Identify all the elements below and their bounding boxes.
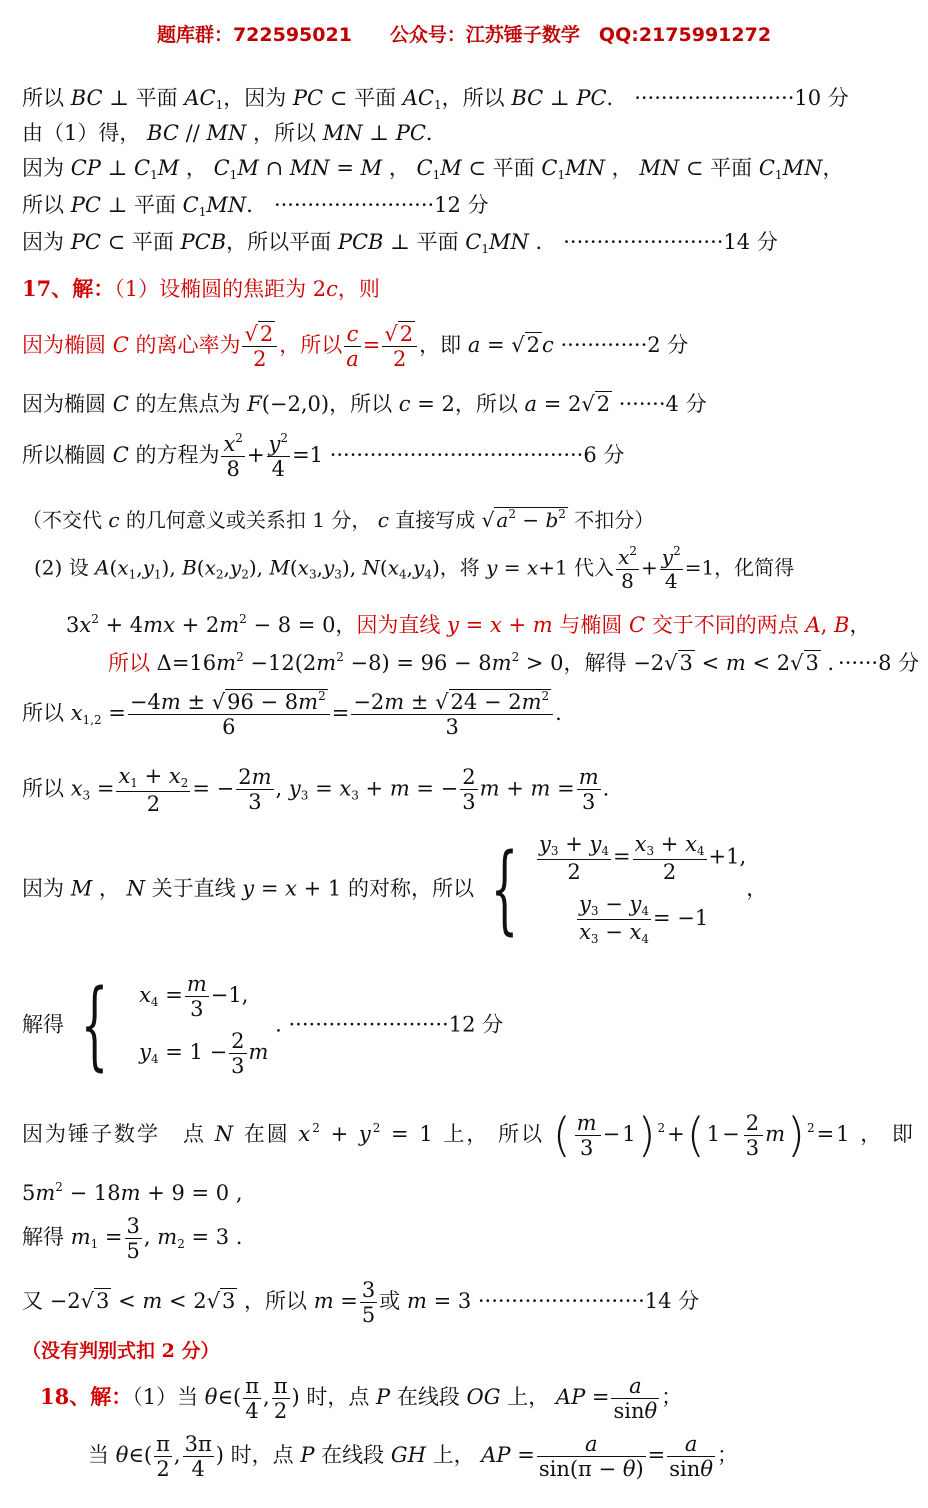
q17-heading: 17、解：（1）设椭圆的焦距为 2c，则: [22, 276, 380, 301]
line-18: 因为锤子数学 点 N 在圆 $x^2 + y^2 = 1$ 上， 所以 ( $\frac{m}{3}$ −1)$^2$+(1− $\frac{2}{3}$ m)$^2$=1 ， 即: [22, 1108, 915, 1162]
line-9: 所以椭圆 C 的方程为 $\frac{x^2}{8}$ + $\frac{y^2}{4}$ =1 ······································6 分: [22, 431, 625, 482]
q18-heading: 18、解：（1）当 θ∈( $\frac{\pi}{4}$ , $\frac{\pi}{2}$ ) 时，点 P 在线段 OG 上， AP = $\frac{a}{\sin\theta}$ ；: [40, 1374, 683, 1424]
line-19: $5m^2 - 18m + 9 = 0$ ,: [22, 1180, 243, 1205]
line-21: 又 −2√3 < m < 2√3 ，所以 m = $\frac{3}{5}$ 或 m = 3 ·························14 分: [22, 1278, 700, 1328]
line-2: 由（1）得， BC // MN ，所以 MN ⊥ PC．: [22, 121, 447, 145]
line-11: (2) 设 $A(x_1,y_1)$, $B(x_2,y_2)$, $M(x_3,y_3)$, $N(x_4,y_4)$，将 y = x+1 代入 $\frac{x^2}{8}$ + $\frac{y^2}{4}$ =1，化简得: [34, 544, 795, 593]
line-16: 因为 M ， N 关于直线 y = x + 1 的对称，所以 { $\frac{y_3 + y_4}{2}$ = $\frac{x_3 + x_4}{2}$ +1, $\frac{y_3 - y_4}{x_3 - x_4}$ = −1 ，: [22, 832, 768, 946]
line-22: （没有判别式扣 2 分）: [22, 1340, 220, 1362]
line-7: 因为椭圆 C 的离心率为 $\frac{√2}{2}$ ，所以 $\frac{c}{a}$ = $\frac{√2}{2}$ ，即 a = √2c ·············2 分: [22, 322, 689, 372]
line-13: 所以 $\Delta=16m^2 -12(2m^2 -8) = 96 - 8m^2 > 0$，解得 −2√3 < m < 2√3 ．······8 分: [108, 650, 920, 675]
line-17: 解得 { $x_4$ = $\frac{m}{3}$ −1, $y_4 = 1$ − $\frac{2}{3}$ m . ························12 分: [22, 969, 504, 1082]
line-10: （不交代 c 的几何意义或关系扣 1 分， c 直接写成 √ $a^2 - b^2$ 不扣分）: [22, 507, 655, 532]
line-14: 所以 $x_{1,2}$ = $\frac{-4m \pm √96 - 8m^2}{6}$ = $\frac{-2m \pm √24 - 2m^2}{3}$ .: [22, 689, 562, 740]
line-24: 当 θ∈( $\frac{\pi}{2}$ , $\frac{3\pi}{4}$ ) 时，点 P 在线段 GH 上， AP = $\frac{a}{\sin(\pi - \theta)}$ = $\frac{a}{\sin\theta}$ ；: [88, 1432, 738, 1482]
line-4: 所以 PC ⊥ 平面 $C_1MN$． ························12 分: [22, 193, 489, 219]
line-1: 所以 BC ⊥ 平面 $AC_1$，因为 PC ⊂ 平面 $AC_1$，所以 BC ⊥ PC． ························10 分: [22, 86, 849, 112]
line-8: 因为椭圆 C 的左焦点为 F(−2,0)，所以 c = 2，所以 a = 2√2 ·······4 分: [22, 392, 707, 416]
line-3: 因为 CP ⊥ $C_1M$ ， $C_1M$ ∩ MN = M ， $C_1M$ ⊂ 平面 $C_1MN$ ， MN ⊂ 平面 $C_1MN$，: [22, 156, 844, 182]
line-15: 所以 $x_3$ = $\frac{x_1 + x_2}{2}$ = − $\frac{2m}{3}$ , $y_3 = x_3 + m$ = − $\frac{2}{3}$ m + m = $\frac{m}{3}$ .: [22, 764, 610, 816]
line-12: $3x^2 + 4mx + 2m^2 - 8 = 0$，因为直线 y = x + m 与椭圆 C 交于不同的两点 A, B，: [66, 612, 871, 637]
line-5: 因为 PC ⊂ 平面 PCB，所以平面 PCB ⊥ 平面 $C_1MN$ ． ························14 分: [22, 230, 778, 256]
page-header: 题库群：722595021 公众号：江苏锤子数学 QQ:2175991272: [156, 24, 772, 46]
line-20: 解得 $m_1$ = $\frac{3}{5}$ , $m_2 = 3$ .: [22, 1214, 243, 1264]
